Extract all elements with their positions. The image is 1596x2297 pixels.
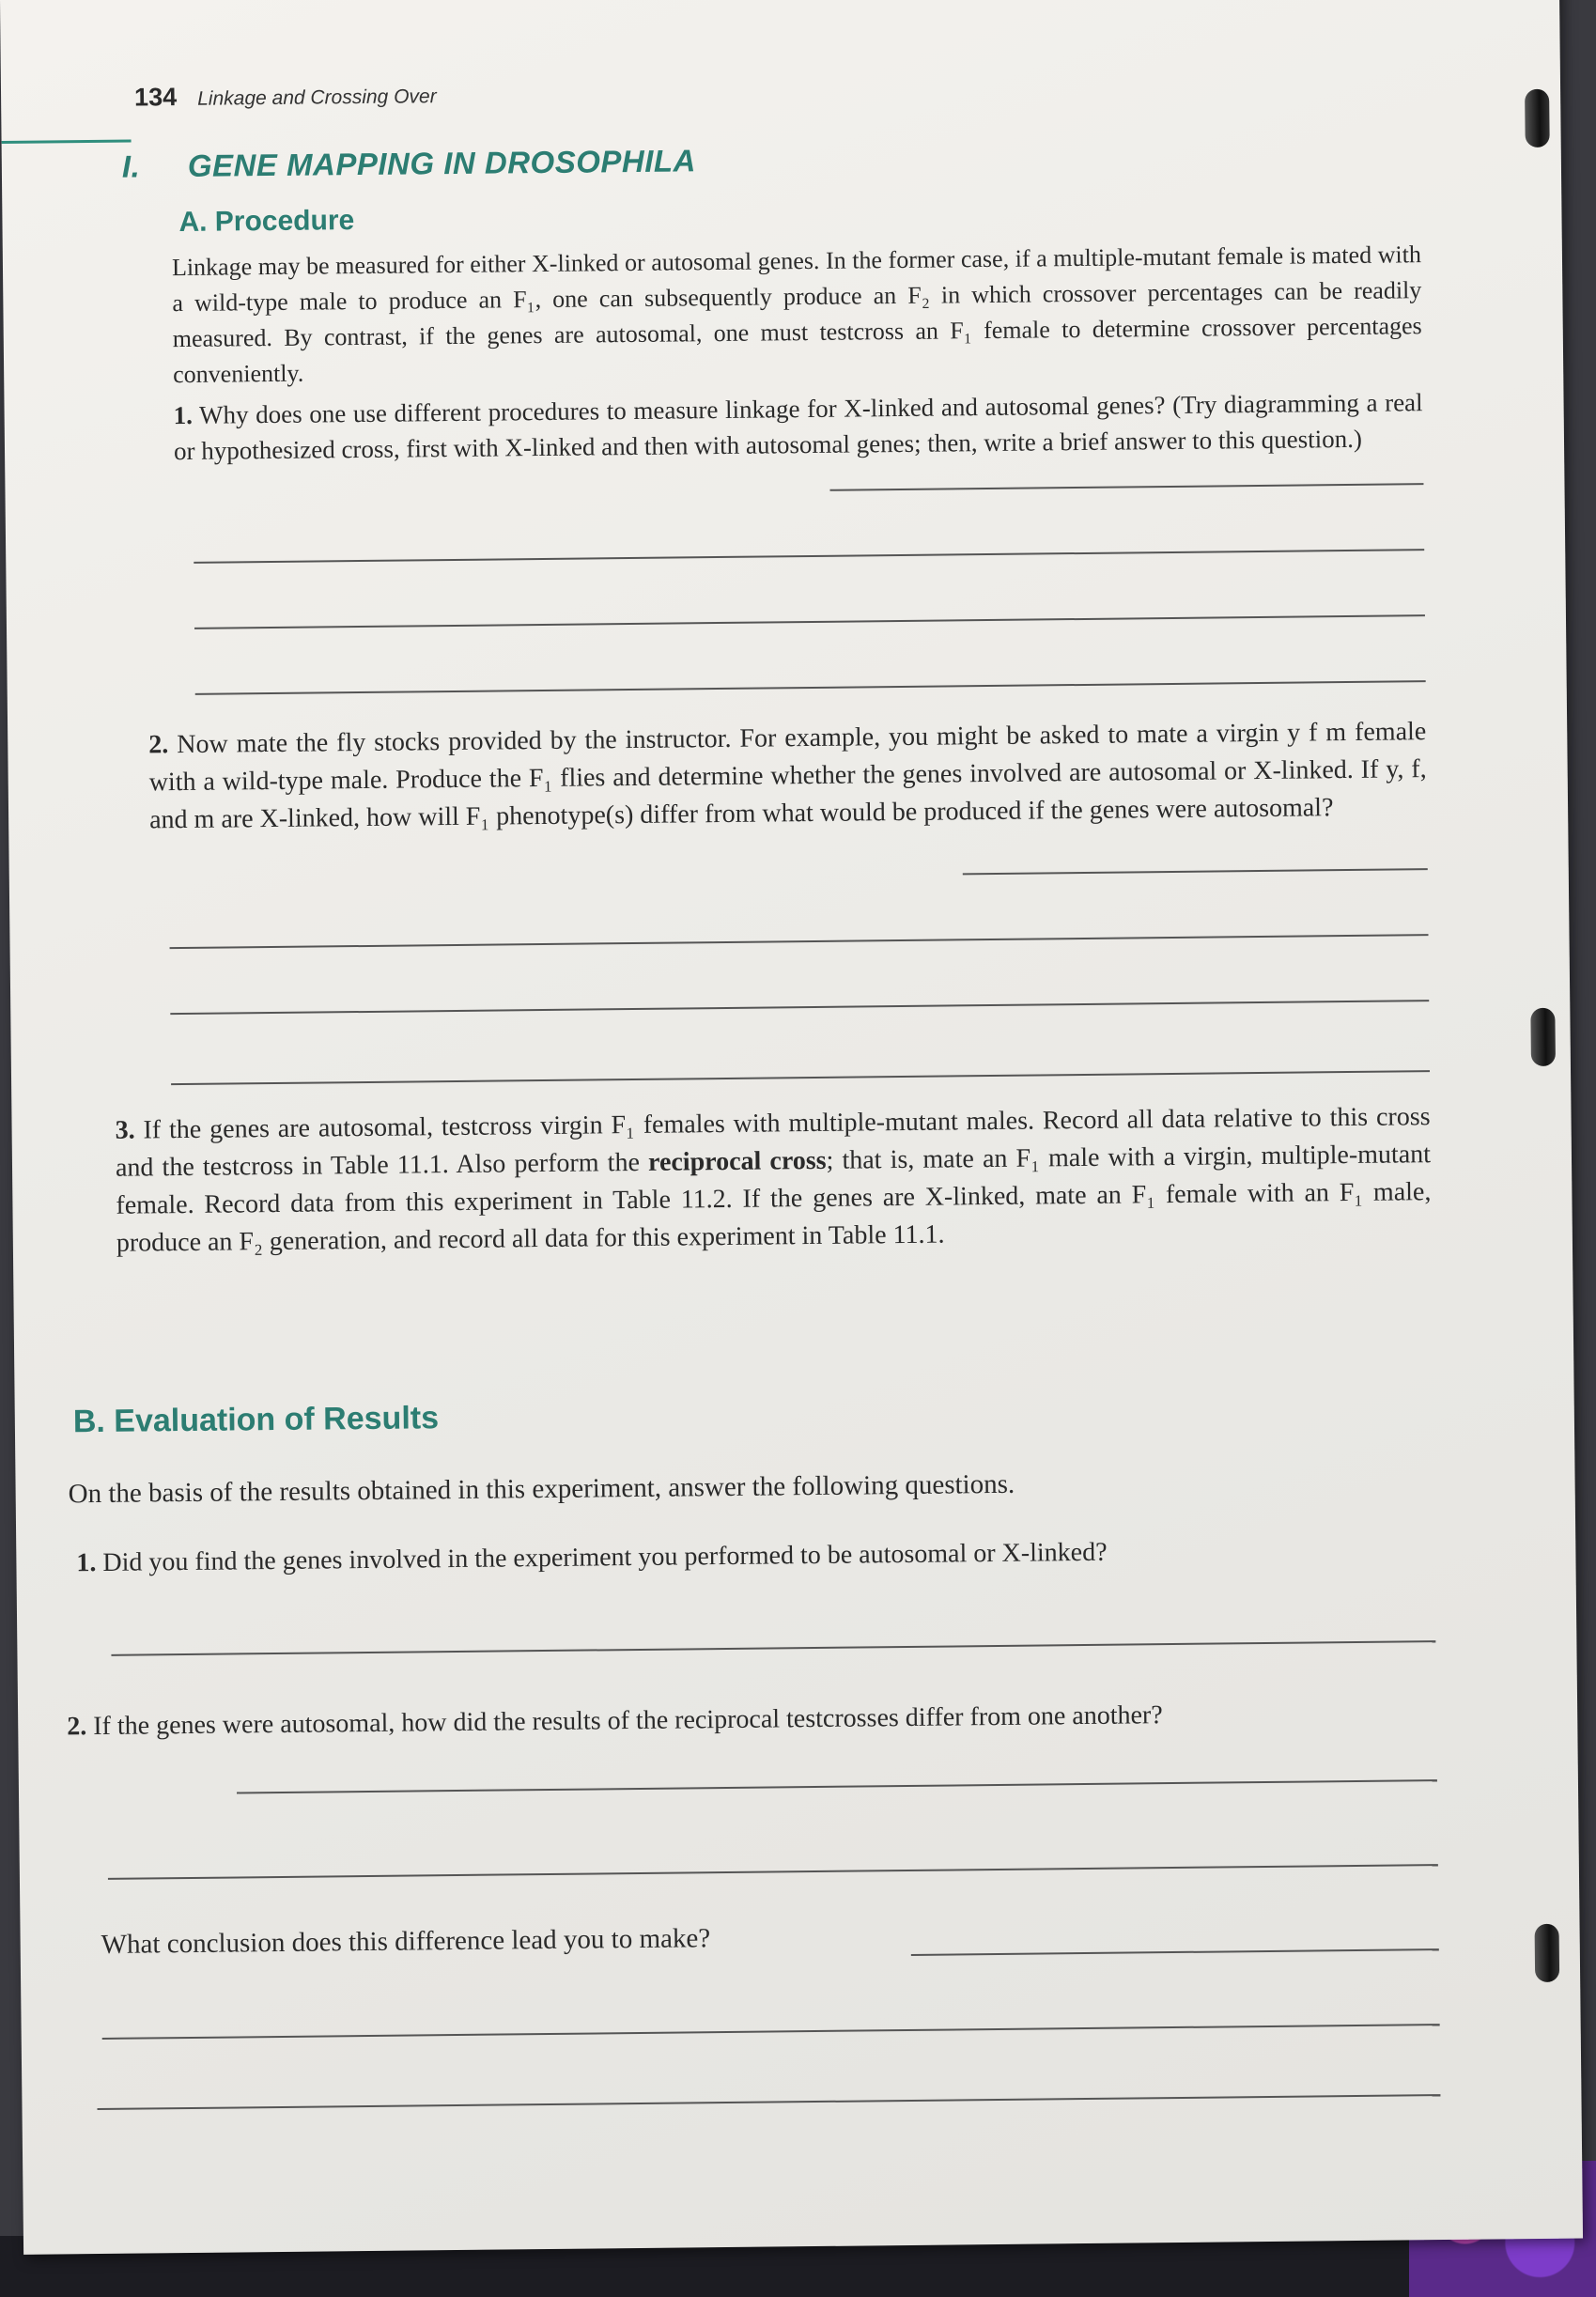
answer-line[interactable] [830,483,1424,491]
evaluation-followup: What conclusion does this difference lead you to make? [101,1923,711,1960]
answer-line[interactable] [963,868,1428,875]
section-number: I. [121,148,141,184]
running-head: Linkage and Crossing Over [197,85,437,110]
answer-line[interactable] [911,1948,1439,1956]
procedure-heading: A. Procedure [178,205,355,239]
answer-line[interactable] [170,934,1429,949]
evaluation-heading: B. Evaluation of Results [72,1400,440,1440]
question-text: If the genes are autosomal, testcross virgin F₁ females with multiple-mutant males. Record all data relative to this cross and the testcross in Table 11.1. Also perform the [115,1102,1431,1183]
question-text: Did you find the genes involved in the experiment you performed to be autosomal or X-linked? [102,1537,1108,1577]
procedure-question-1 [173,384,1423,469]
answer-line[interactable] [194,614,1425,629]
answer-line[interactable] [237,1779,1437,1793]
answer-line[interactable] [194,549,1424,564]
punch-hole-icon [1525,89,1550,147]
question-number: 1. [173,400,194,430]
evaluation-question-2 [67,1671,1439,1768]
evaluation-intro: On the basis of the results obtained in this experiment, answer the following questions. [68,1468,1015,1510]
question-text: If the genes were autosomal, how did the results of the reciprocal testcrosses differ from one another? [93,1700,1163,1742]
answer-line[interactable] [102,2024,1440,2040]
page-header [134,80,437,112]
evaluation-question-1 [76,1530,1429,1582]
answer-line[interactable] [170,1000,1429,1015]
answer-line[interactable] [111,1640,1435,1656]
header-rule [2,140,132,144]
procedure-question-2 [148,713,1427,839]
question-number: 2. [148,730,169,760]
question-number: 1. [76,1548,97,1578]
page-number: 134 [133,83,178,112]
answer-line[interactable] [108,1864,1438,1880]
question-text: Now mate the fly stocks provided by the instructor. For example, you might be asked to mate a virgin y f m female with a wild-type male. Produce the F₁ flies and determine whether the genes involved are autosomal or X-linked. If y, f, and m are X-linked, how will F₁ phenotype(s) differ from what would be produced if the genes were autosomal? [148,717,1427,835]
question-text: Why does one use different procedures to measure linkage for X-linked and autosomal genes? (Try diagramming a real or hypothesized cross, first with X-linked and then with autosomal genes; then, write a brief answer to this question.) [173,388,1423,466]
reciprocal-cross-term: reciprocal cross [647,1145,827,1177]
question-text-continued: ; that is, mate an F₁ male with a virgin, multiple-mutant female. Record data from this experiment in Table 11.2. If the genes are X-linked, mate an F₁ female with an F₁ male, produce an F₂ generation, and record all data for this experiment in Table 11.1. [116,1140,1432,1258]
answer-line[interactable] [98,2094,1441,2110]
section-title: GENE MAPPING IN DROSOPHILA [187,143,697,183]
answer-line[interactable] [195,680,1426,695]
section-heading [122,143,696,184]
punch-hole-icon [1535,1924,1560,1982]
question-number: 3. [115,1115,135,1145]
answer-line[interactable] [171,1070,1430,1085]
question-number: 2. [67,1712,87,1742]
procedure-intro: Linkage may be measured for either X-linked or autosomal genes. In the former case, if a multiple-mutant female is mated with a wild-type male to produce an F₁, one can subsequently produce an F₂ in which crossover percentages can be readily measured. By contrast, if the genes are autosomal, one must testcross an F₁ female to determine crossover percentages conveniently. [171,241,1422,389]
punch-hole-icon [1530,1008,1556,1066]
procedure-question-3 [115,1098,1432,1263]
